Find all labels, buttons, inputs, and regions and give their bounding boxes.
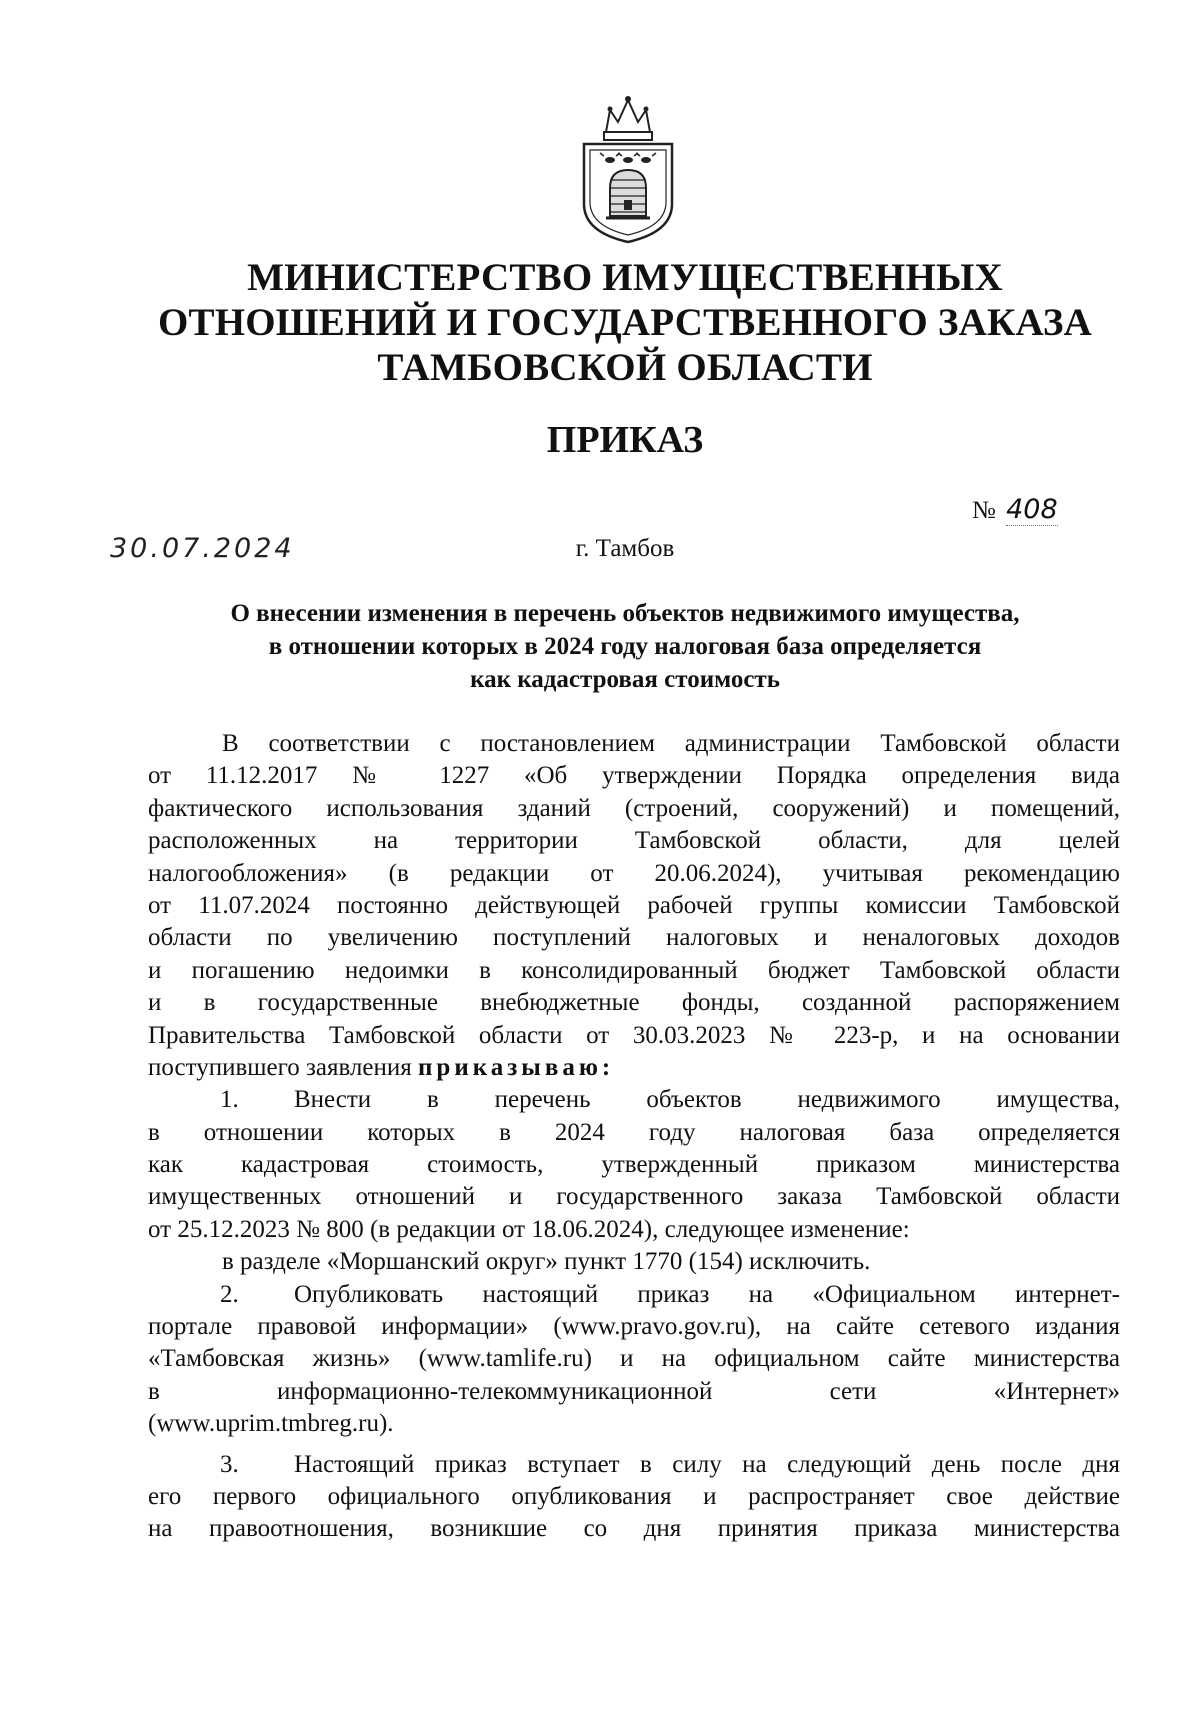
- order-body: [148, 728, 1120, 1546]
- item-line: в информационно-телекоммуникационной сети «Интернет»: [148, 1377, 1120, 1405]
- command-word: приказываю:: [418, 1053, 615, 1081]
- preamble-line: и в государственные внебюджетные фонды, созданной распоряжением: [148, 989, 1120, 1017]
- item-number: 2.: [220, 1280, 239, 1308]
- document-type-title: ПРИКАЗ: [546, 419, 704, 461]
- item-text: Настоящий приказ вступает в силу на следующий день после дня: [294, 1450, 1120, 1478]
- preamble-line: фактического использования зданий (строений, сооружений) и помещений,: [148, 794, 1120, 822]
- ministry-line: ОТНОШЕНИЙ И ГОСУДАРСТВЕННОГО ЗАКАЗА: [157, 301, 1093, 344]
- ministry-line: ТАМБОВСКОЙ ОБЛАСТИ: [377, 346, 873, 389]
- city-line: г. Тамбов: [575, 535, 675, 562]
- order-number: [972, 494, 1058, 526]
- item-text: Внести в перечень объектов недвижимого имущества,: [294, 1086, 1120, 1114]
- item-line: на правоотношения, возникшие со дня принятия приказа министерства: [148, 1515, 1120, 1543]
- handwritten-date: 30.07.2024: [110, 533, 295, 564]
- ministry-name: [130, 255, 1120, 390]
- preamble-line: Правительства Тамбовской области от 30.03.2023 № 223-р, и на основании: [148, 1021, 1120, 1049]
- preamble-last-line: [148, 1052, 1120, 1084]
- item-3-first-line: [148, 1449, 1120, 1481]
- item-1-first-line: [148, 1084, 1120, 1116]
- item-line: имущественных отношений и государственного заказа Тамбовской области: [148, 1183, 1120, 1211]
- subject-line: в отношении которых в 2024 году налоговая база определяется: [268, 633, 982, 660]
- preamble-line: налогообложения» (в редакции от 20.06.2024), учитывая рекомендацию: [148, 859, 1120, 887]
- item-line: (www.uprim.tmbreg.ru).: [148, 1410, 394, 1438]
- ministry-line: МИНИСТЕРСТВО ИМУЩЕСТВЕННЫХ: [247, 256, 1003, 299]
- preamble-line: области по увеличению поступлений налоговых и неналоговых доходов: [148, 924, 1120, 952]
- item-line: портале правовой информации» (www.pravo.gov.ru), на сайте сетевого издания: [148, 1313, 1120, 1341]
- subject-line: как кадастровая стоимость: [470, 666, 780, 693]
- preamble-line: от 11.12.2017 № 1227 «Об утверждении Порядка определения вида: [148, 762, 1120, 790]
- item-text: Опубликовать настоящий приказ на «Официальном интернет-: [294, 1280, 1120, 1308]
- preamble-line: и погашению недоимки в консолидированный бюджет Тамбовской области: [148, 956, 1120, 984]
- item-2-first-line: [148, 1279, 1120, 1311]
- handwritten-number: 408: [1006, 494, 1058, 525]
- preamble-line: расположенных на территории Тамбовской области, для целей: [148, 827, 1120, 855]
- order-subject: [130, 597, 1120, 696]
- preamble-last-text: поступившего заявления: [148, 1053, 412, 1081]
- item-line: в отношении которых в 2024 году налоговая база определяется: [148, 1118, 1120, 1146]
- item-line: его первого официального опубликования и распространяет свое действие: [148, 1482, 1120, 1510]
- preamble-line: В соответствии с постановлением администрации Тамбовской области: [222, 730, 1120, 757]
- item-number: 3.: [220, 1450, 239, 1478]
- item-1-change: в разделе «Моршанский округ» пункт 1770 (154) исключить.: [222, 1248, 871, 1276]
- coat-of-arms-icon: [576, 92, 680, 246]
- paragraph-gap: [148, 1441, 1120, 1449]
- item-line: от 25.12.2023 № 800 (в редакции от 18.06.2024), следующее изменение:: [148, 1215, 910, 1243]
- number-label: №: [972, 497, 996, 524]
- preamble-line: от 11.07.2024 постоянно действующей рабочей группы комиссии Тамбовской: [148, 891, 1120, 919]
- subject-line: О внесении изменения в перечень объектов недвижимого имущества,: [230, 600, 1020, 627]
- item-number: 1.: [220, 1086, 239, 1114]
- item-line: как кадастровая стоимость, утвержденный приказом министерства: [148, 1151, 1120, 1179]
- item-line: «Тамбовская жизнь» (www.tamlife.ru) и на официальном сайте министерства: [148, 1345, 1120, 1373]
